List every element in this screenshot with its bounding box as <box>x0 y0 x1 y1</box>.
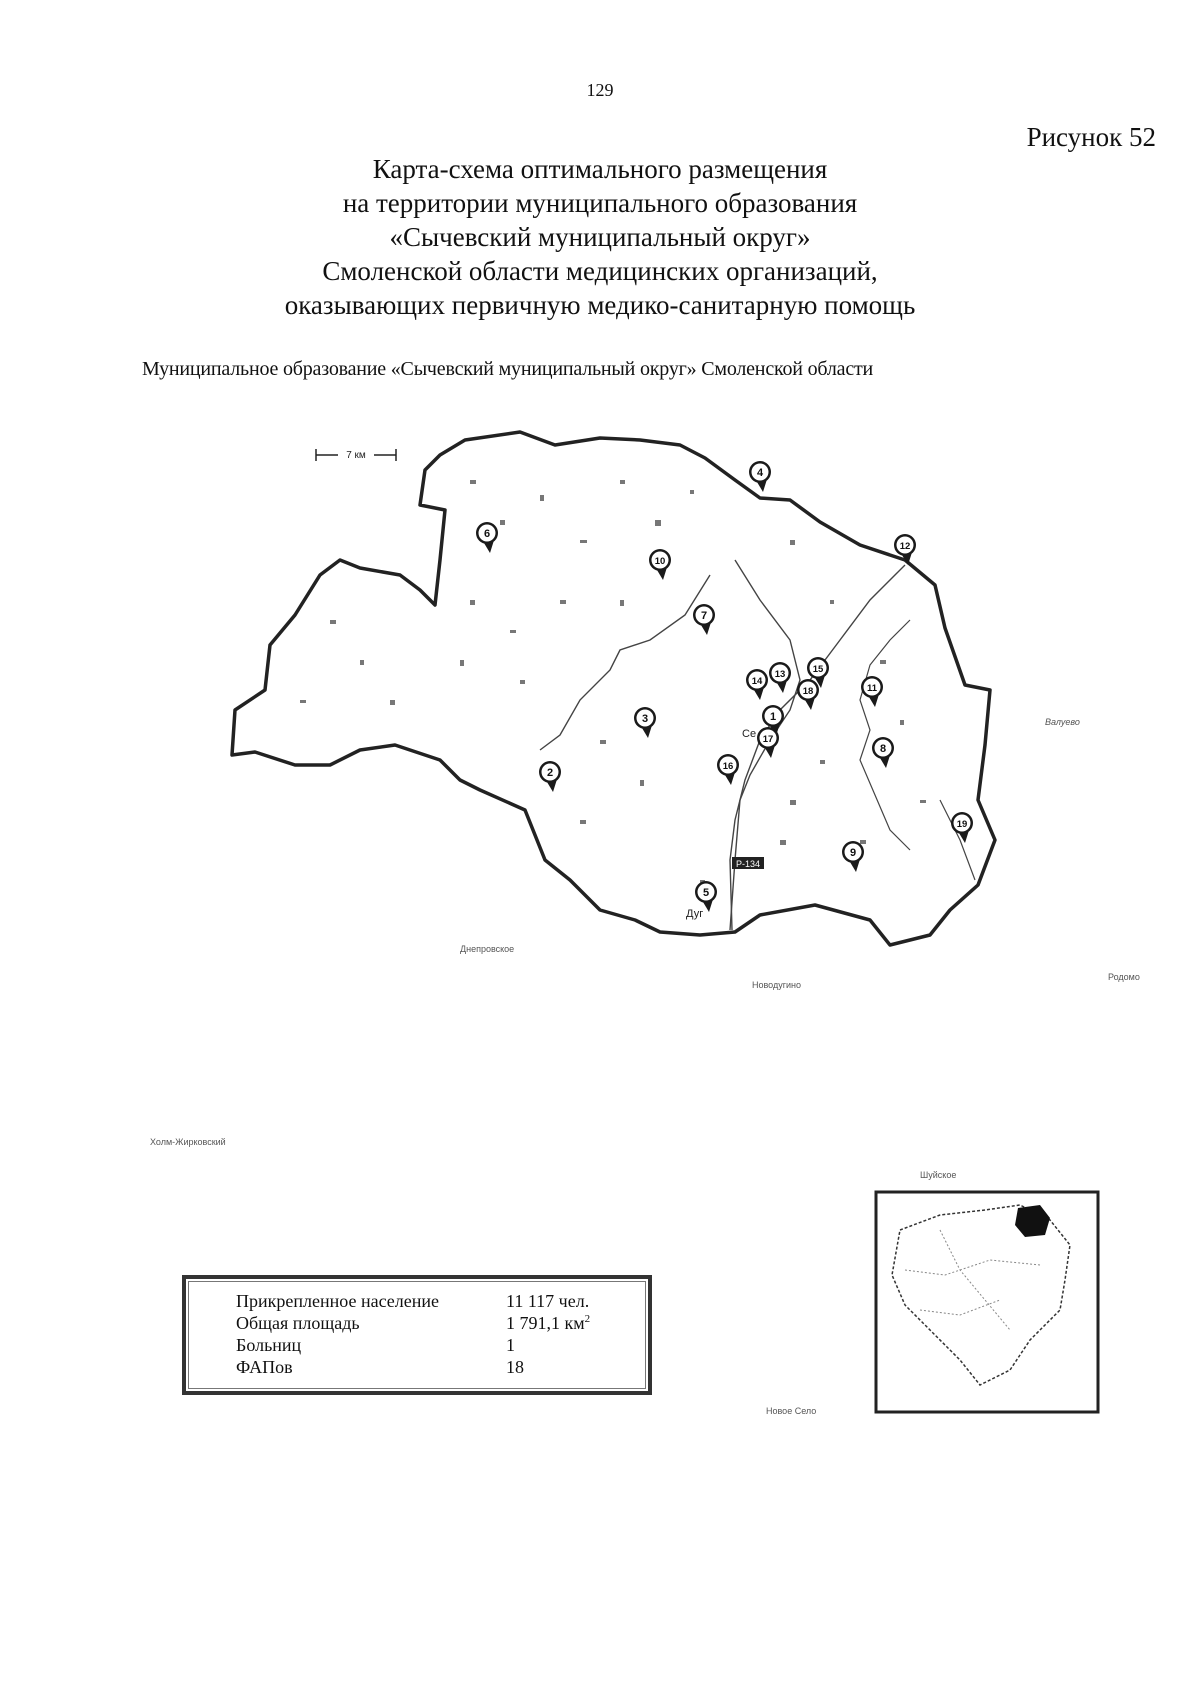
stat-label: Больниц <box>236 1335 302 1355</box>
village-label: Дуг <box>686 908 704 920</box>
marker-number: 9 <box>849 847 857 859</box>
stat-row-area <box>236 1312 590 1334</box>
stat-row-hospitals <box>236 1334 515 1356</box>
facility-marker-8 <box>872 737 894 768</box>
stat-value <box>506 1312 590 1334</box>
stat-label: Прикрепленное население <box>236 1291 439 1311</box>
marker-number: 6 <box>483 528 491 540</box>
area-value: 1 791,1 км <box>506 1313 585 1333</box>
road-label: Р-134 <box>735 859 761 869</box>
facility-marker-3 <box>634 707 656 738</box>
facility-marker-11 <box>861 676 883 707</box>
place-label: Холм-Жирковский <box>150 1137 226 1147</box>
place-label: Родомо <box>1108 972 1140 982</box>
stat-label: Общая площадь <box>236 1313 360 1333</box>
marker-number: 3 <box>641 713 649 725</box>
scale-bar <box>316 448 396 461</box>
title-line: Смоленской области медицинских организаций, <box>322 256 878 286</box>
river <box>860 620 910 850</box>
stat-row-population <box>236 1290 589 1312</box>
marker-layer <box>476 461 973 912</box>
road-badge <box>732 857 764 869</box>
place-label: Валуево <box>1045 717 1080 727</box>
facility-marker-7 <box>693 604 715 635</box>
title-line: «Сычевский муниципальный округ» <box>389 222 811 252</box>
stat-row-fap <box>236 1356 524 1378</box>
page-number: 129 <box>586 80 614 100</box>
facility-marker-9 <box>842 841 864 872</box>
facility-marker-13 <box>769 662 791 693</box>
stats-box <box>182 1275 652 1395</box>
stat-value: 1 <box>506 1335 515 1355</box>
marker-number: 18 <box>802 686 814 697</box>
facility-marker-19 <box>951 812 973 843</box>
place-label: Шуйское <box>920 1170 957 1180</box>
marker-number: 10 <box>654 556 666 567</box>
facility-marker-2 <box>539 761 561 792</box>
place-label: Новое Село <box>766 1406 817 1416</box>
marker-number: 19 <box>956 819 968 830</box>
inset-map <box>766 1170 1098 1416</box>
facility-marker-17 <box>757 727 779 758</box>
stat-value: 18 <box>506 1357 524 1377</box>
marker-number: 4 <box>756 467 764 479</box>
town-label: Се <box>742 728 757 740</box>
marker-number: 17 <box>762 734 774 745</box>
place-label: Новодугино <box>752 980 802 990</box>
marker-number: 15 <box>812 664 824 675</box>
marker-number: 12 <box>899 541 911 552</box>
title-line: на территории муниципального образования <box>342 188 858 218</box>
stat-label: ФАПов <box>236 1357 293 1377</box>
settlements <box>300 480 926 884</box>
marker-number: 2 <box>546 767 554 779</box>
facility-marker-10 <box>649 549 671 580</box>
marker-number: 11 <box>866 683 878 694</box>
figure-label: Рисунок 52 <box>1026 122 1156 152</box>
marker-number: 7 <box>700 610 708 622</box>
title-line: Карта-схема оптимального размещения <box>372 154 828 184</box>
river <box>940 800 975 880</box>
facility-marker-16 <box>717 754 739 785</box>
facility-marker-14 <box>746 669 768 700</box>
marker-number: 5 <box>702 887 710 899</box>
facility-marker-18 <box>797 679 819 710</box>
map-subtitle: Муниципальное образование «Сычевский муниципальный округ» Смоленской области <box>142 358 874 380</box>
marker-number: 14 <box>751 676 763 687</box>
stat-value: 11 117 чел. <box>506 1291 590 1311</box>
facility-marker-6 <box>476 522 498 553</box>
place-label: Днепровское <box>460 944 515 954</box>
marker-number: 1 <box>769 711 777 723</box>
marker-number: 8 <box>879 743 887 755</box>
title-line: оказывающих первичную медико-санитарную помощь <box>284 290 916 320</box>
marker-number: 16 <box>722 761 734 772</box>
area-unit-sup: 2 <box>584 1313 591 1325</box>
scale-label: 7 км <box>346 450 366 461</box>
marker-number: 13 <box>774 669 786 680</box>
facility-marker-4 <box>749 461 771 492</box>
